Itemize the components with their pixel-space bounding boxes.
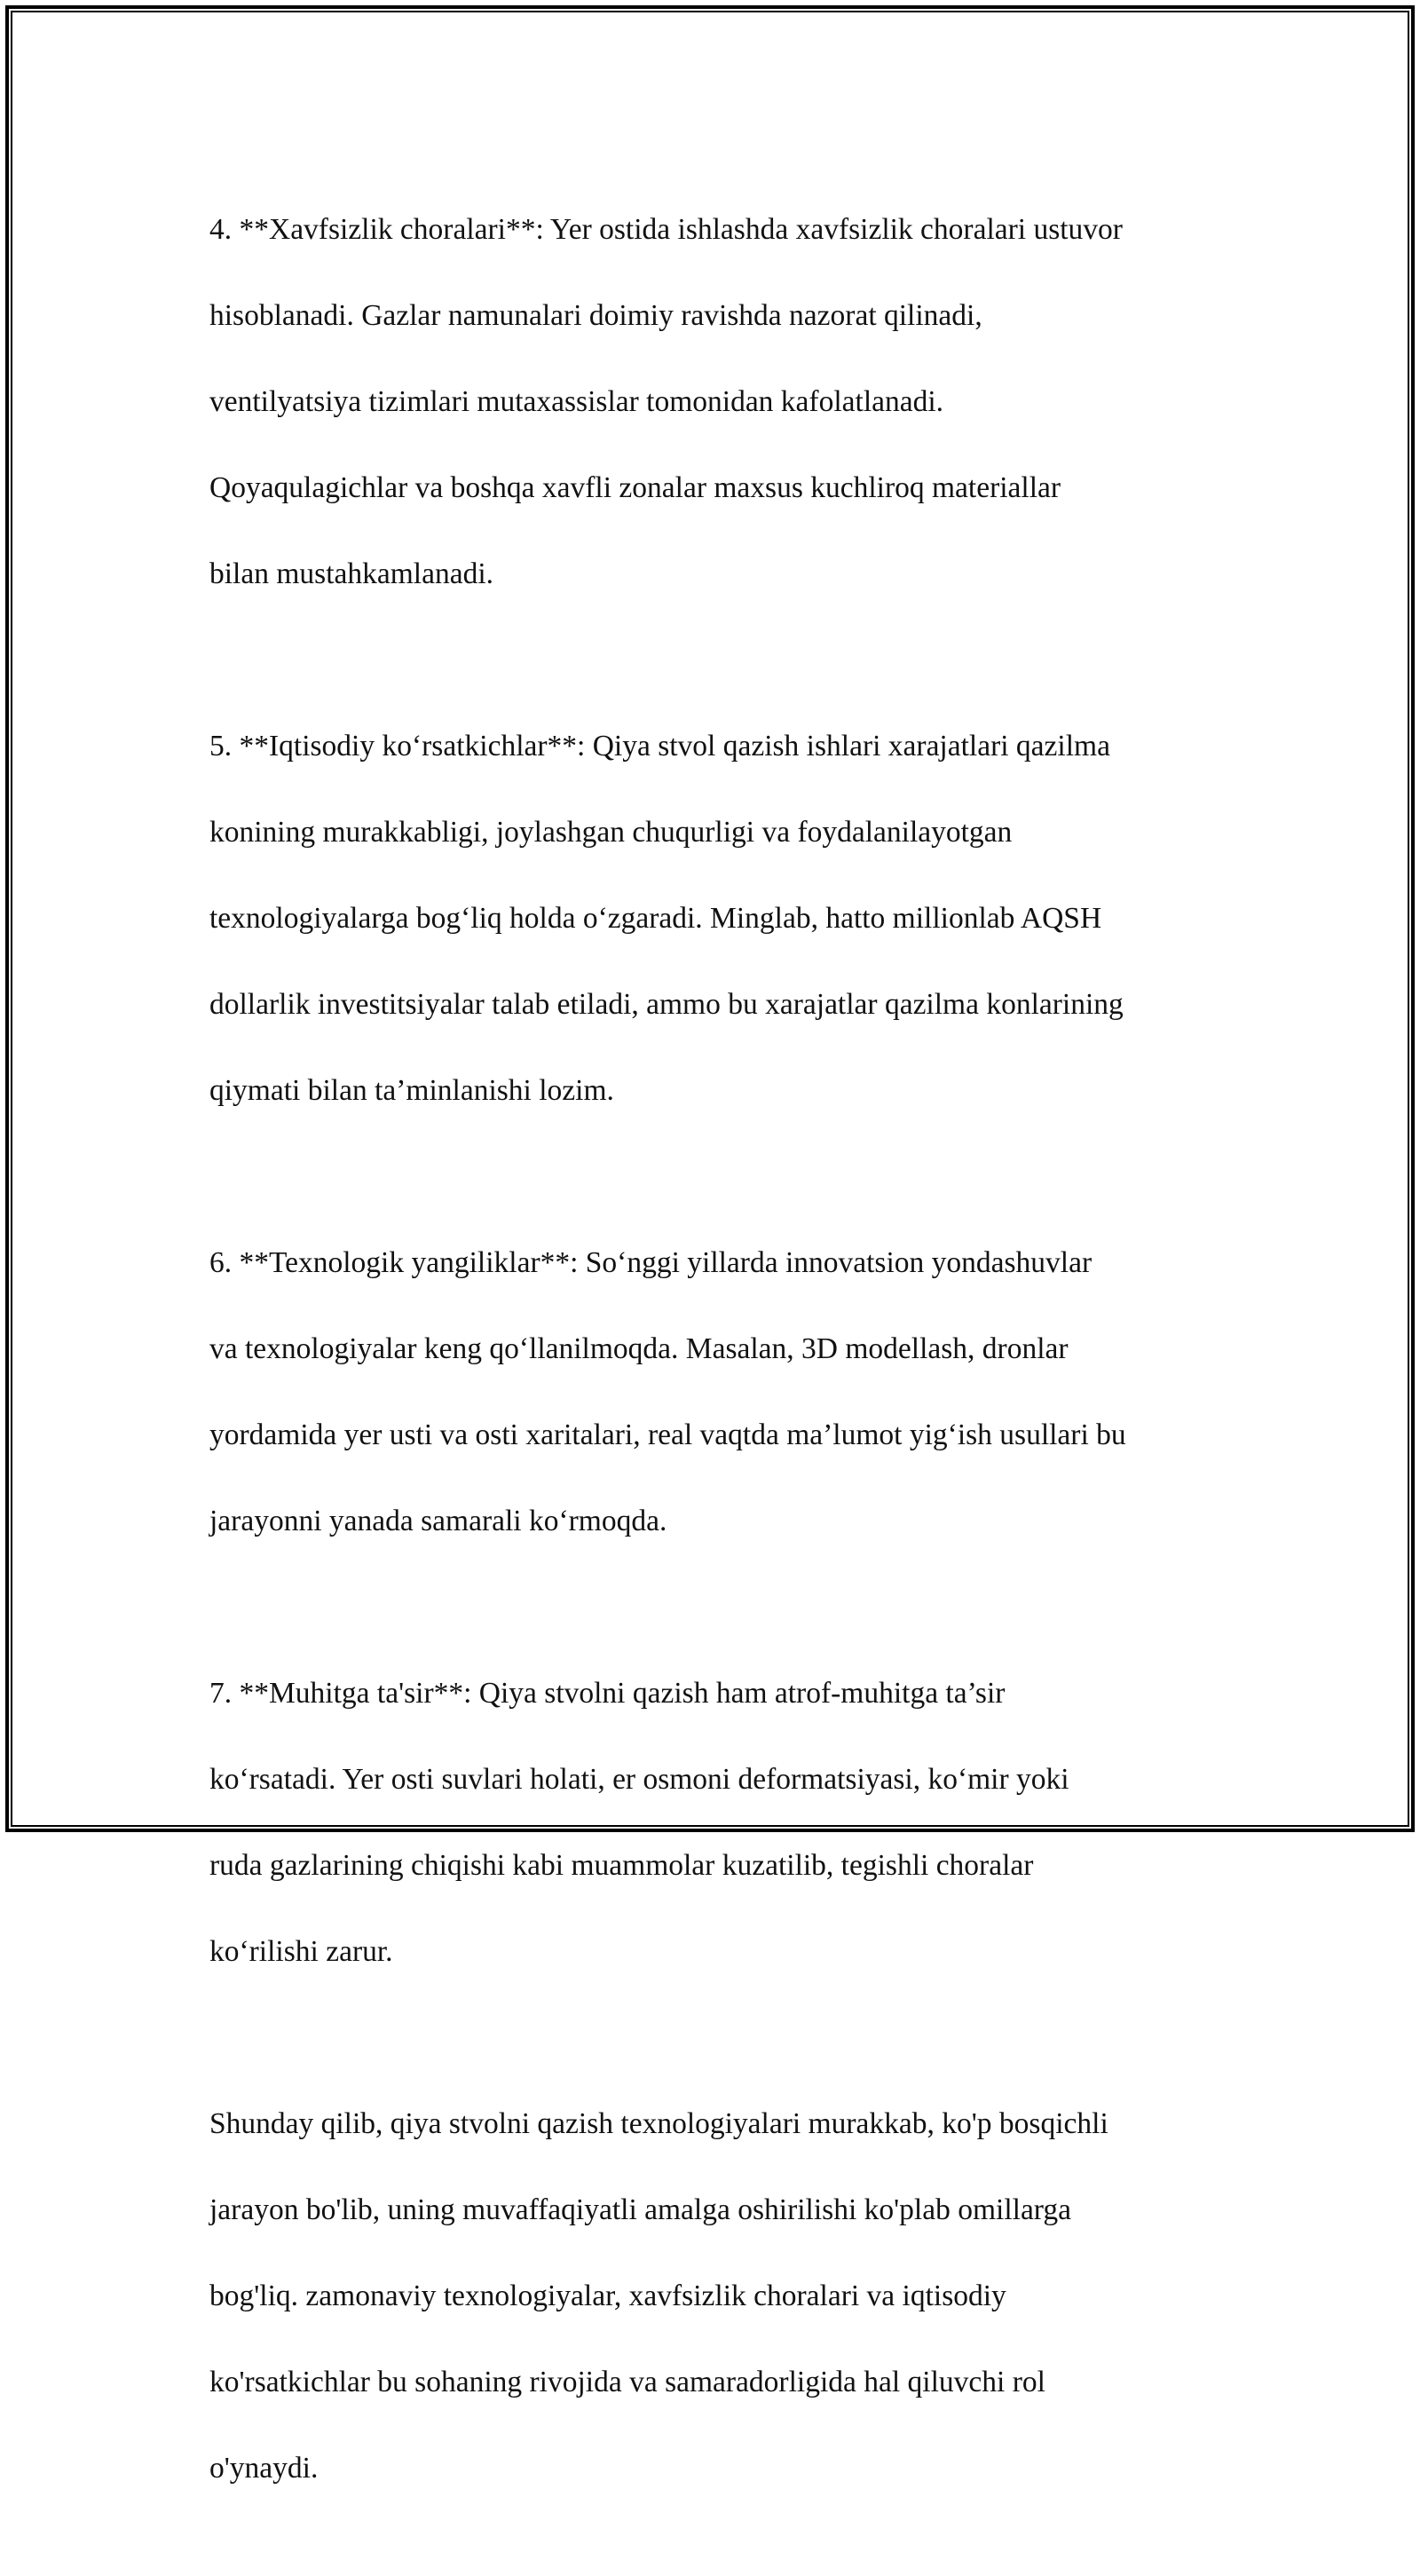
text-line: ventilyatsiya tizimlari mutaxassislar tomonidan kafolatlanadi.	[209, 384, 944, 418]
text-line: bog'liq. zamonaviy texnologiyalar, xavfsizlik choralari va iqtisodiy	[209, 2279, 1006, 2312]
text-line: 6. **Texnologik yangiliklar**: So‘nggi yillarda innovatsion yondashuvlar	[209, 1245, 1093, 1279]
paragraph-conclusion	[209, 2059, 1230, 2533]
text-line: o'ynaydi.	[209, 2451, 319, 2485]
paragraph-technological-news	[209, 1198, 1230, 1586]
text-line: qiymati bilan ta’minlanishi lozim.	[209, 1073, 614, 1107]
text-line: yordamida yer usti va osti xaritalari, real vaqtda ma’lumot yig‘ish usullari bu	[209, 1418, 1126, 1451]
text-line: ruda gazlarining chiqishi kabi muammolar kuzatilib, tegishli choralar	[209, 1848, 1034, 1882]
text-line: hisoblanadi. Gazlar namunalari doimiy ravishda nazorat qilinadi,	[209, 298, 982, 332]
text-line: 5. **Iqtisodiy ko‘rsatkichlar**: Qiya stvol qazish ishlari xarajatlari qazilma	[209, 729, 1110, 763]
text-line: dollarlik investitsiyalar talab etiladi, ammo bu xarajatlar qazilma konlarining	[209, 987, 1124, 1021]
text-line: 4. **Xavfsizlik choralari**: Yer ostida ishlashda xavfsizlik choralari ustuvor	[209, 212, 1123, 246]
text-line: texnologiyalarga bog‘liq holda o‘zgaradi. Minglab, hatto millionlab AQSH	[209, 901, 1102, 935]
text-line: ko‘rsatadi. Yer osti suvlari holati, er osmoni deformatsiyasi, ko‘mir yoki	[209, 1762, 1069, 1796]
paragraph-environmental-impact	[209, 1629, 1230, 2017]
text-line: konining murakkabligi, joylashgan chuqurligi va foydalanilayotgan	[209, 815, 1013, 849]
document-body	[209, 165, 1230, 2576]
paragraph-economic-indicators	[209, 682, 1230, 1156]
text-line: jarayon bo'lib, uning muvaffaqiyatli amalga oshirilishi ko'plab omillarga	[209, 2193, 1071, 2226]
text-line: ko'rsatkichlar bu sohaning rivojida va samaradorligida hal qiluvchi rol	[209, 2365, 1045, 2398]
text-line: jarayonni yanada samarali ko‘rmoqda.	[209, 1504, 667, 1537]
text-line: Shunday qilib, qiya stvolni qazish texnologiyalari murakkab, ko'p bosqichli	[209, 2106, 1108, 2140]
text-line: bilan mustahkamlanadi.	[209, 557, 494, 590]
text-line: ko‘rilishi zarur.	[209, 1934, 393, 1968]
paragraph-safety-measures	[209, 165, 1230, 639]
text-line: va texnologiyalar keng qo‘llanilmoqda. Masalan, 3D modellash, dronlar	[209, 1331, 1069, 1365]
text-line: Qoyaqulagichlar va boshqa xavfli zonalar maxsus kuchliroq materiallar	[209, 470, 1061, 504]
text-line: 7. **Muhitga ta'sir**: Qiya stvolni qazish ham atrof-muhitga ta’sir	[209, 1676, 1006, 1710]
